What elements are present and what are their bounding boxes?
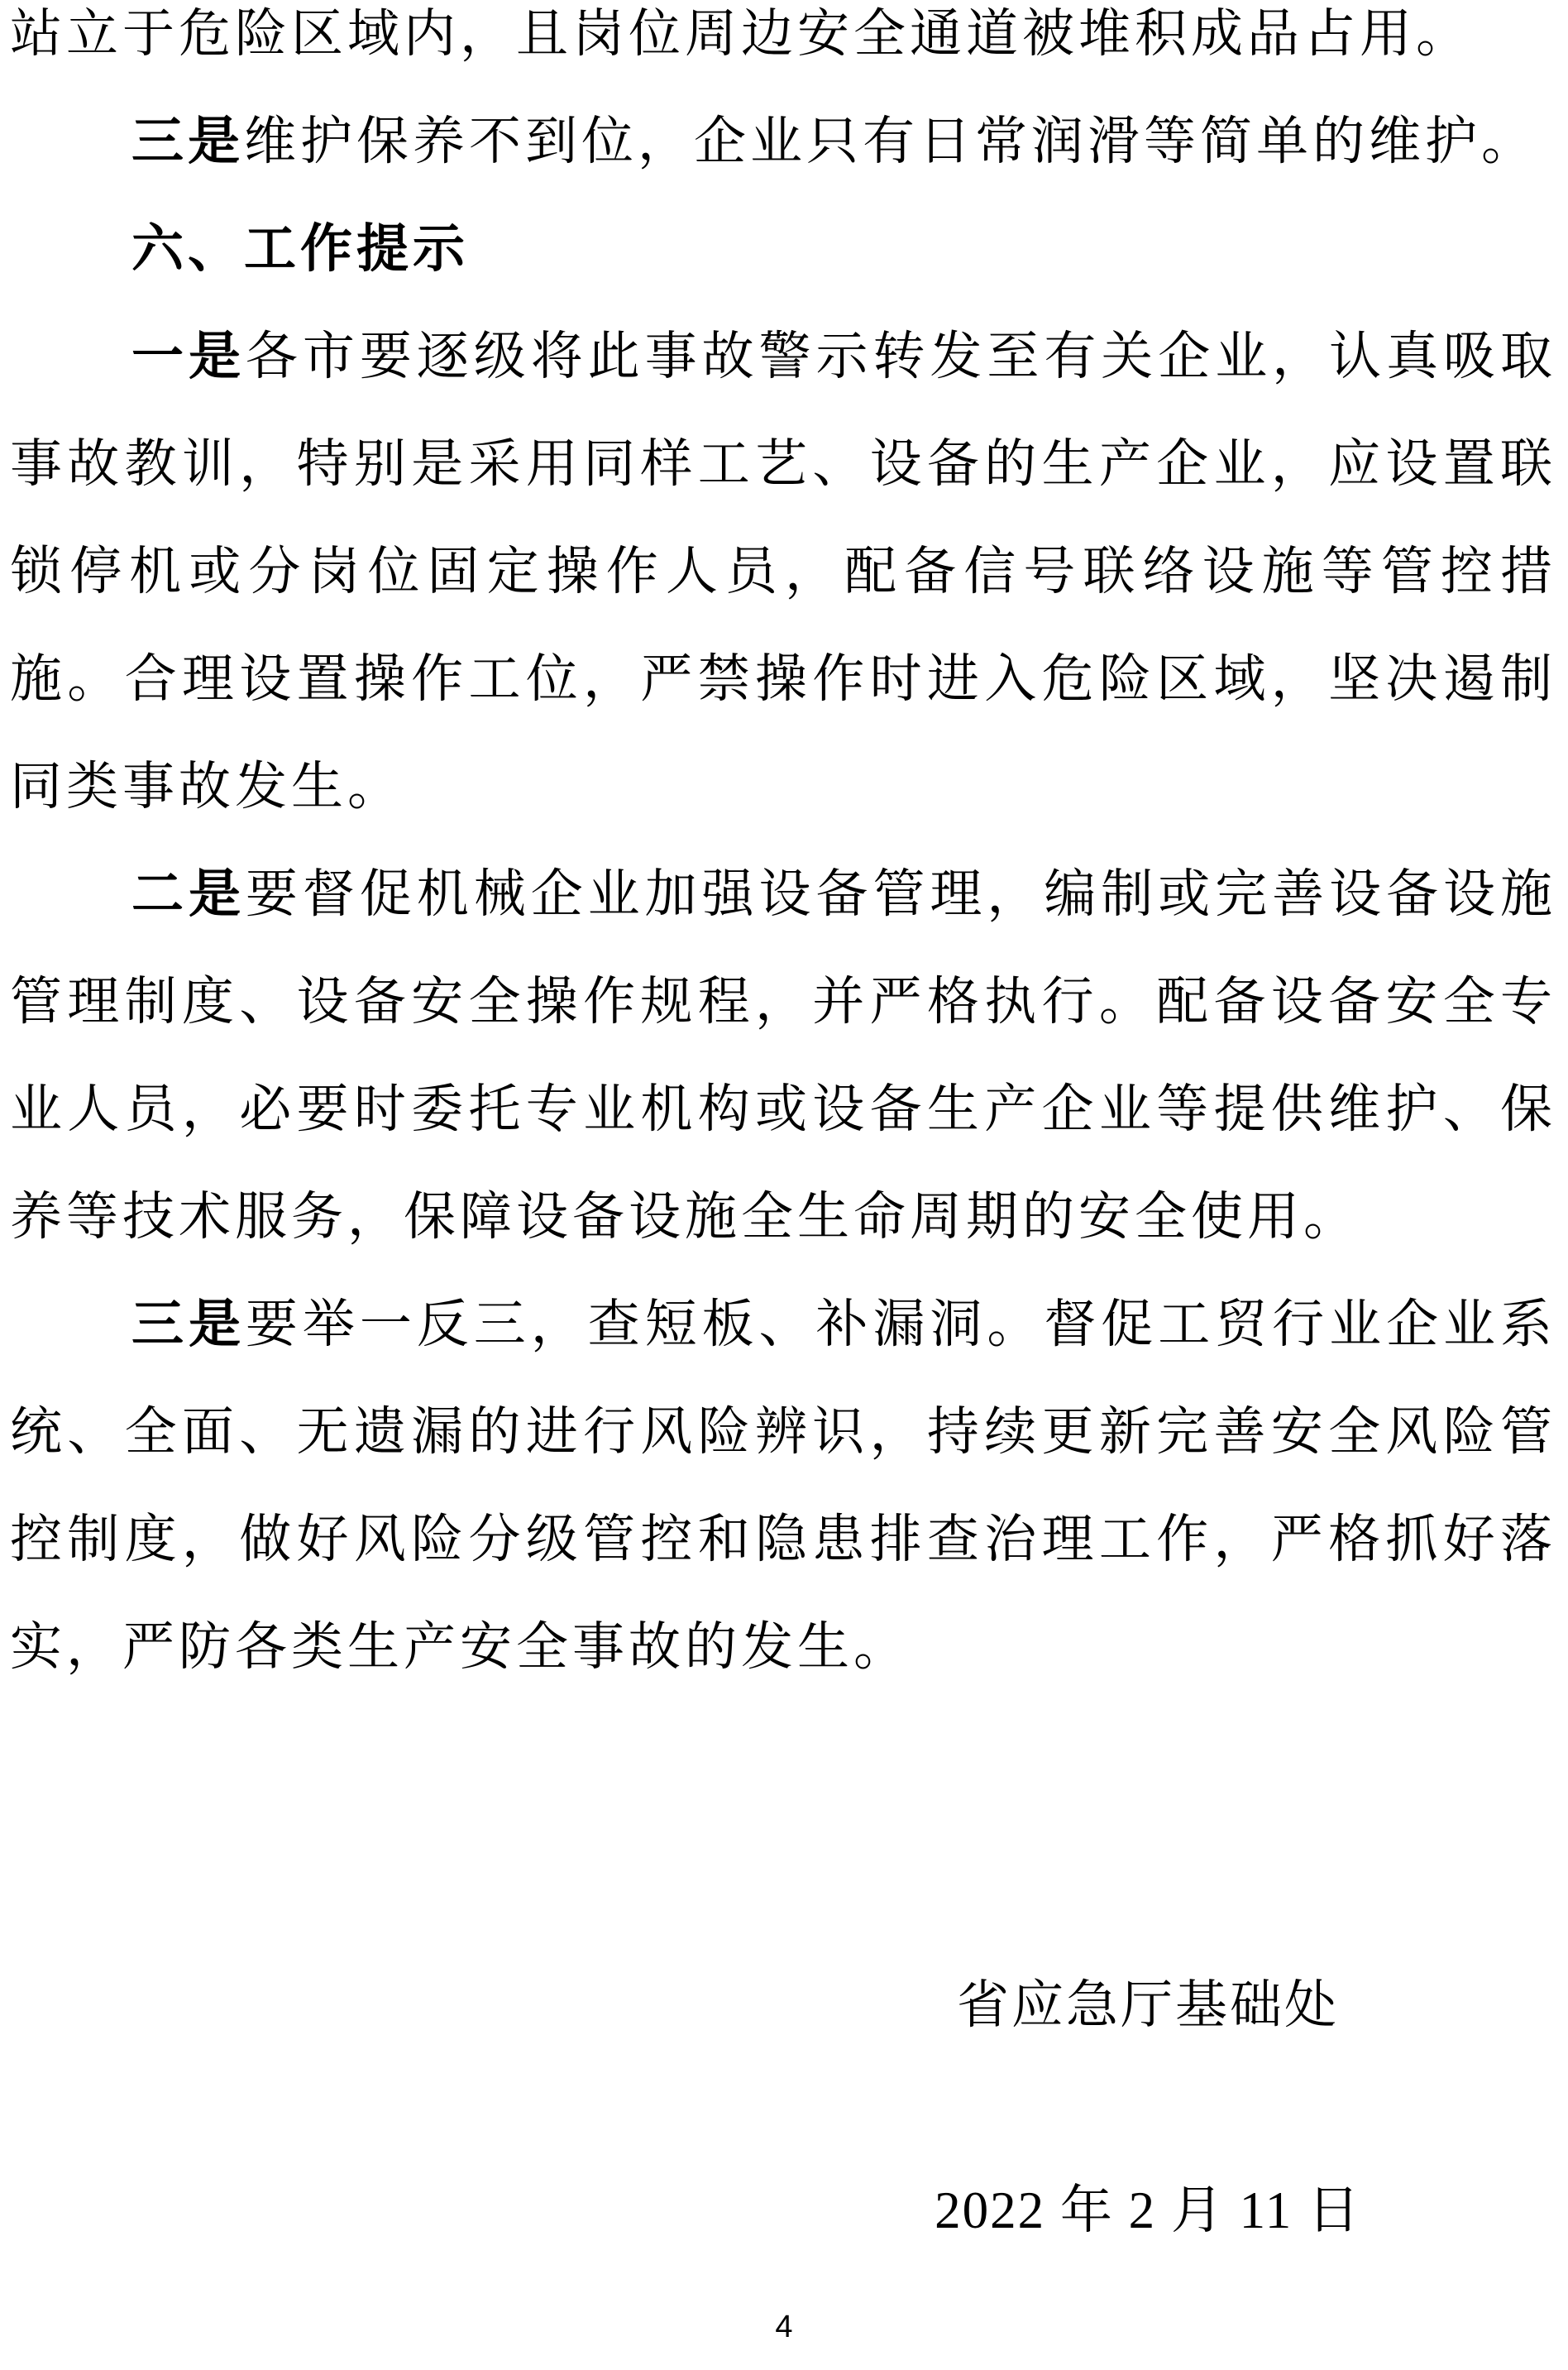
paragraph-text: 各市要逐级将此事故警示转发至有关企业，认真吸取事故教训，特别是采用同样工艺、设备的生产企业，应设置联锁停机或分岗位固定操作人员，配备信号联络设施等管控措施。合理设置操作工位，严禁操作时进入危险区域，坚决遏制同类事故发生。: [10, 328, 1557, 816]
page-number: 4: [775, 2310, 793, 2344]
paragraph-text: 维护保养不到位，企业只有日常润滑等简单的维护。: [244, 113, 1537, 170]
paragraph-lead: 三是: [131, 113, 244, 170]
body-paragraph: [10, 303, 1556, 840]
body-paragraph: [10, 88, 1556, 195]
paragraph-lead: 一是: [131, 328, 246, 385]
continuation-text: 站立于危险区域内，且岗位周边安全通道被堆积成品占用。: [10, 5, 1472, 63]
signature-date: 2022 年 2 月 11 日: [935, 2181, 1361, 2239]
signature-department: 省应急厅基础处: [957, 1976, 1340, 2034]
paragraph-text: 要举一反三，查短板、补漏洞。督促工贸行业企业系统、全面、无遗漏的进行风险辨识，持续更新完善安全风险管控制度，做好风险分级管控和隐患排查治理工作，严格抓好落实，严防各类生产安全事故的发生。: [10, 1295, 1557, 1676]
paragraph-text: 要督促机械企业加强设备管理，编制或完善设备设施管理制度、设备安全操作规程，并严格执行。配备设备安全专业人员，必要时委托专业机构或设备生产企业等提供维护、保养等技术服务，保障设备设施全生命周期的安全使用。: [10, 865, 1557, 1246]
body-paragraph: [10, 1271, 1556, 1701]
signature-block: [935, 1951, 1361, 2264]
section-heading: 六、工作提示: [131, 220, 469, 278]
continuation-paragraph: [10, 0, 1556, 88]
paragraph-lead: 三是: [131, 1295, 246, 1353]
paragraph-lead: 二是: [131, 865, 246, 923]
body-paragraph: [10, 840, 1556, 1271]
